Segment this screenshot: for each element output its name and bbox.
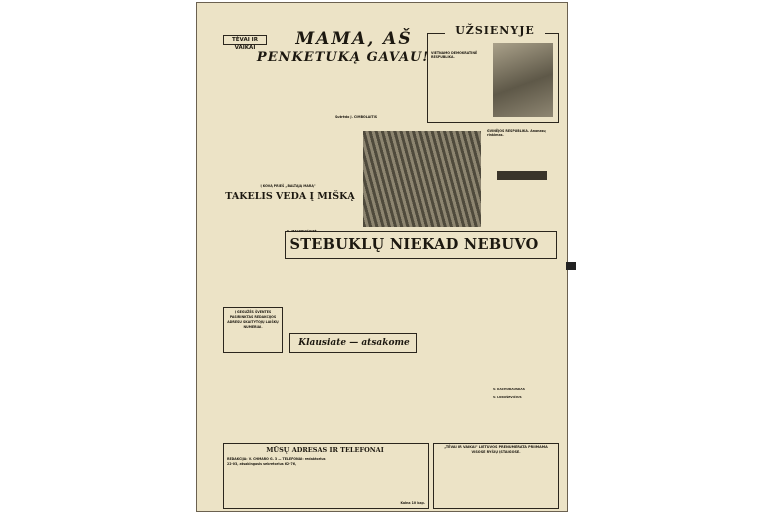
pineapple-field-photo <box>363 131 481 227</box>
address-line-1: REDAKCIJA: V. CHMARO G. 3 — TELEFONAI: redaktorius <box>227 457 326 461</box>
address-fine-print <box>227 469 425 499</box>
headline-line-2: PENKETUKĄ GAVAU! <box>256 50 430 65</box>
subscription-text <box>437 457 555 505</box>
ask-answer-title: Klausiate — atsakome <box>298 338 410 348</box>
signature-logo <box>497 171 547 180</box>
feature-column-2 <box>359 263 423 443</box>
address-line-2: 22-03, atsakingasis sekretorius 62-76, <box>227 462 297 466</box>
abroad-photo <box>493 43 553 117</box>
abroad-lead: VIETNAMO DEMOKRATINĖ RESPUBLIKA. <box>431 51 478 59</box>
abroad-text <box>431 59 489 115</box>
stream-tag: Į KOVĄ PRIEŠ „BALTĄJĄ MARĄ" <box>260 184 316 188</box>
author-2: S. MACKEVIČIUTĖ <box>287 229 317 233</box>
author-3: V. KACHURAUSKAS <box>493 387 525 391</box>
stream-column-2 <box>287 207 347 229</box>
section-label: TĖVAI IR VAIKAI <box>223 35 267 45</box>
author-signature: Sutrėdo J. CIMBOLAITIS <box>335 115 378 119</box>
caption-text <box>487 137 557 171</box>
middle-column-lower <box>289 359 355 443</box>
binder-clip <box>566 262 576 270</box>
feature-headline: STEBUKLŲ NIEKAD NEBUVO <box>289 236 539 253</box>
stream-column-1 <box>223 207 283 303</box>
subscription-title: „TĖVAI IR VAIKAI" LIETUVOS PRENUMERATA PRIIMAMA VISOSE RYŠIŲ ĮSTAIGOSE. <box>444 445 548 454</box>
author-4: V. LUKOŠEVIČIUS <box>493 395 522 399</box>
feature-column-3 <box>427 263 489 443</box>
address-title: MŪSŲ ADRESAS IR TELEFONAI <box>266 446 384 454</box>
price: Kaina 10 kap. <box>400 501 425 505</box>
newspaper-page <box>196 2 568 512</box>
article-column-1 <box>223 69 275 181</box>
left-column-lower <box>223 359 283 443</box>
photo-caption: GVINĖJOS RESPUBLIKA. Ananasų rinkimas. <box>487 129 546 137</box>
caps-notice: Į GEGUŽĖS ŠVENTES PASIRINKTAS REDAKCIJOS ADRESU SKAITYTOJŲ LAIŠKŲ NUMERIAI. <box>223 307 283 353</box>
stream-headline: TAKELIS VEDA Į MIŠKĄ <box>225 191 355 202</box>
right-column-text <box>493 183 557 231</box>
feature-column-4 <box>493 235 557 431</box>
abroad-title: UŽSIENYJE <box>445 24 545 38</box>
article-column-2 <box>279 69 331 181</box>
headline-line-1: MAMA, AŠ <box>295 29 413 49</box>
feature-column-1 <box>289 263 355 329</box>
